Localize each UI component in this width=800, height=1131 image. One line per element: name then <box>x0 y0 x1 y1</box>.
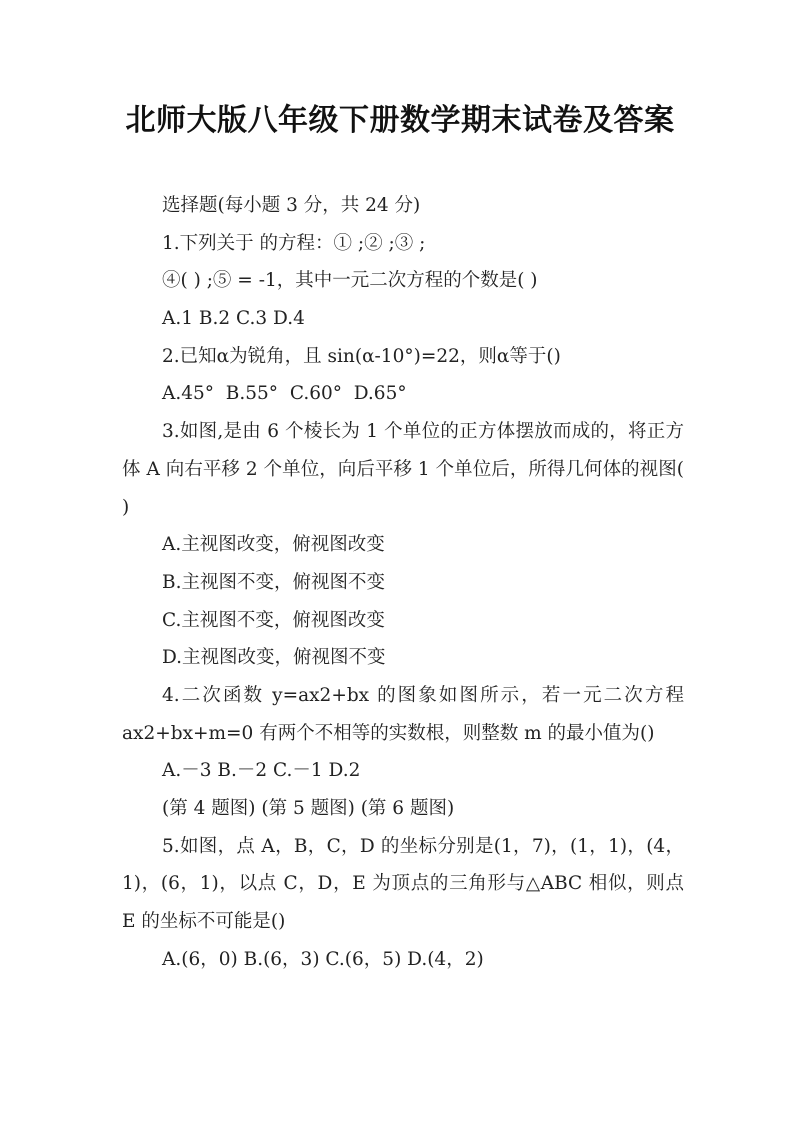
section-heading: 选择题(每小题 3 分，共 24 分) <box>162 195 421 216</box>
question-2-options: A.45° B.55° C.60° D.65° <box>162 383 407 405</box>
question-3-option-d: D.主视图改变，俯视图不变 <box>162 647 386 669</box>
document-body <box>122 187 684 979</box>
question-1-line-2: ④( ) ;⑤ = -1，其中一元二次方程的个数是( ) <box>162 270 538 292</box>
figure-captions: (第 4 题图) (第 5 题图) (第 6 题图) <box>162 798 455 820</box>
question-1-options: A.1 B.2 C.3 D.4 <box>162 308 305 330</box>
question-3-option-a: A.主视图改变，俯视图改变 <box>162 534 385 556</box>
question-3-option-b: B.主视图不变，俯视图不变 <box>162 571 385 593</box>
question-5-options: A.(6，0) B.(6，3) C.(6，5) D.(4，2) <box>162 948 484 970</box>
question-4-stem: 4.二次函数 y=ax2+bx 的图象如图所示，若一元二次方程 ax2+bx+m=0 有两个不相等的实数根，则整数 m 的最小值为() <box>122 684 684 744</box>
question-3-stem: 3.如图,是由 6 个棱长为 1 个单位的正方体摆放而成的，将正方体 A 向右平移 2 个单位，向后平移 1 个单位后，所得几何体的视图( ) <box>122 421 684 518</box>
question-5-stem: 5.如图，点 A，B，C，D 的坐标分别是(1，7)，(1，1)，(4，1)，(6，1)，以点 C，D，E 为顶点的三角形与△ABC 相似，则点 E 的坐标不可能是() <box>122 835 684 933</box>
document-title: 北师大版八年级下册数学期末试卷及答案 <box>125 103 675 138</box>
question-4-options: A.－3 B.－2 C.－1 D.2 <box>162 760 361 782</box>
question-3-option-c: C.主视图不变，俯视图改变 <box>162 609 385 631</box>
question-2-stem: 2.已知α为锐角，且 sin(α-10°)=22，则α等于() <box>162 345 561 367</box>
question-1-line-1: 1.下列关于 的方程：① ;② ;③ ; <box>162 232 426 254</box>
